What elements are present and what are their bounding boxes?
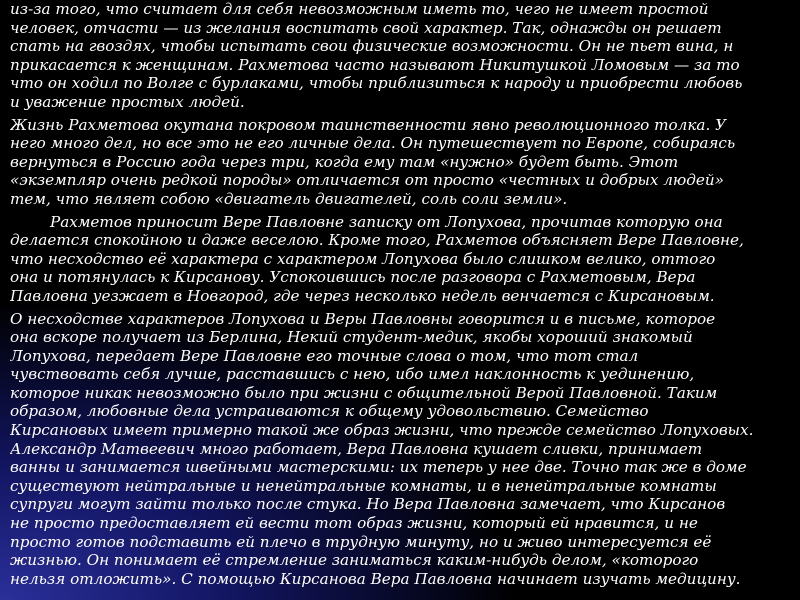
paragraph-1 [10, 0, 800, 112]
text-line: что он ходил по Волге с бурлаками, чтобы приблизиться к народу и приобрести любовь [10, 74, 743, 93]
text-line: делается спокойною и даже веселою. Кроме того, Рахметов объясняет Вере Павловне, [10, 231, 744, 250]
text-line: него много дел, но все это не его личные дела. Он путешествует по Европе, собираясь [10, 134, 736, 153]
text-line: человек, отчасти — из желания воспитать свой характер. Так, однажды он решает [10, 18, 722, 37]
text-line: Жизнь Рахметова окутана покровом таинственности явно революционного толка. У [10, 115, 727, 134]
text-line: и уважение простых людей. [10, 92, 245, 111]
text-line: О несходстве характеров Лопухова и Веры Павловны говорится и в письме, которое [10, 309, 716, 328]
text-line: Лопухова, передает Вере Павловне его точные слова о том, что тот стал [10, 346, 639, 365]
text-line: она вскоре получает из Берлина, Некий студент-медик, якобы хороший знакомый [10, 328, 693, 347]
text-line: ванны и занимается швейными мастерскими: их теперь у нее две. Точно так же в доме [10, 458, 747, 477]
paragraph-2 [10, 116, 800, 209]
text-line: чувствовать себя лучше, расставшись с нею, ибо имел наклонность к уединению, [10, 365, 695, 384]
text-line: жизнью. Он понимает её стремление заниматься каким-нибудь делом, «которого [10, 551, 699, 570]
text-line: Рахметов приносит Вере Павловне записку от Лопухова, прочитав которую она [50, 212, 723, 231]
text-line: что несходство её характера с характером Лопухова было слишком велико, оттого [10, 249, 716, 268]
text-line: просто готов подставить ей плечо в трудную минуту, но и живо интересуется её [10, 532, 712, 551]
text-line: Кирсановых имеет примерно такой же образ жизни, что прежде семейство Лопуховых. [10, 421, 754, 440]
text-line: «экземпляр очень редкой породы» отличается от просто «честных и добрых людей» [10, 171, 724, 190]
text-line: прикасается к женщинам. Рахметова часто называют Никитушкой Ломовым — за то [10, 55, 740, 74]
text-line: существуют нейтральные и ненейтральные комнаты, и в ненейтральные комнаты [10, 476, 717, 495]
text-line: образом, любовные дела устраиваются к общему удовольствию. Семейство [10, 402, 649, 421]
text-line: Александр Матвеевич много работает, Вера Павловна кушает сливки, принимает [10, 439, 703, 458]
paragraph-4 [10, 310, 800, 589]
text-line: супруги могут зайти только после стука. Но Вера Павловна замечает, что Кирсанов [10, 495, 726, 514]
text-line: Павловна уезжает в Новгород, где через несколько недель венчается с Кирсановым. [10, 286, 715, 305]
text-line: нельзя отложить». С помощью Кирсанова Вера Павловна начинает изучать медицину. [10, 569, 741, 588]
text-line: тем, что являет собою «двигатель двигателей, соль соли земли». [10, 189, 568, 208]
text-line: вернуться в Россию года через три, когда ему там «нужно» будет быть. Этот [10, 152, 679, 171]
paragraph-3 [10, 213, 800, 306]
text-line: которое никак невозможно было при жизни с общительной Верой Павловной. Таким [10, 383, 718, 402]
text-line: не просто предоставляет ей вести тот образ жизни, который ей нравится, и не [10, 514, 698, 533]
text-line: из-за того, что считает для себя невозможным иметь то, чего не имеет простой [10, 0, 709, 18]
text-line: спать на гвоздях, чтобы испытать свои физические возможности. Он не пьет вина, н [10, 37, 734, 56]
slide-body [10, 0, 800, 600]
text-line: она и потянулась к Кирсанову. Успокоившись после разговора с Рахметовым, Вера [10, 268, 696, 287]
